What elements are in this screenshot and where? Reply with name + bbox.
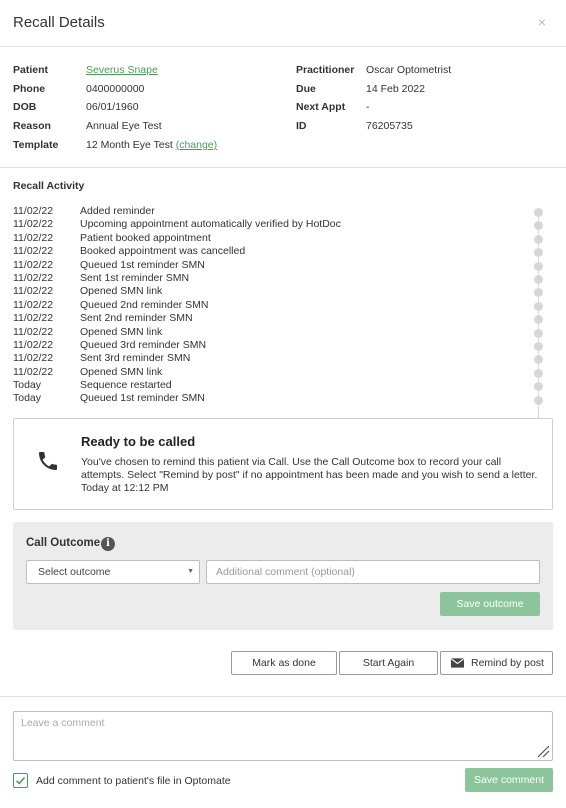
next-appt-value: - (366, 101, 370, 113)
due-label: Due (296, 83, 316, 95)
call-outcome-title: Call Outcome (26, 537, 101, 549)
activity-date: 11/02/22 (13, 325, 54, 338)
activity-date: 11/02/22 (13, 298, 54, 311)
activity-row (13, 339, 553, 352)
practitioner-value: Oscar Optometrist (366, 64, 452, 76)
section-divider (0, 696, 566, 697)
dob-value: 06/01/1960 (86, 101, 139, 113)
recall-activity-title: Recall Activity (13, 180, 85, 192)
activity-text: Sent 2nd reminder SMN (80, 312, 193, 325)
next-appt-label: Next Appt (296, 101, 346, 113)
remind-by-post-label: Remind by post (471, 657, 544, 669)
activity-text: Opened SMN link (80, 285, 163, 298)
activity-text: Booked appointment was cancelled (80, 245, 246, 258)
outcome-select-value: Select outcome (38, 566, 111, 578)
dob-label: DOB (13, 101, 37, 113)
activity-text: Queued 1st reminder SMN (80, 258, 205, 271)
ready-to-call-box (13, 418, 553, 510)
activity-list (13, 205, 553, 406)
activity-row (13, 392, 553, 405)
activity-date: 11/02/22 (13, 365, 54, 378)
activity-row (13, 299, 553, 312)
activity-row (13, 366, 553, 379)
call-outcome-panel (13, 522, 553, 630)
activity-text: Queued 3rd reminder SMN (80, 338, 207, 351)
leave-comment-placeholder: Leave a comment (21, 717, 105, 729)
activity-text: Sequence restarted (80, 379, 172, 392)
activity-row (13, 352, 553, 365)
activity-text: Opened SMN link (80, 325, 163, 338)
activity-text: Queued 1st reminder SMN (80, 392, 205, 405)
activity-date: 11/02/22 (13, 258, 54, 271)
activity-date: 11/02/22 (13, 312, 54, 325)
activity-row (13, 312, 553, 325)
activity-date: 11/02/22 (13, 231, 54, 244)
activity-date: Today (13, 379, 42, 392)
activity-text: Sent 1st reminder SMN (80, 271, 190, 284)
phone-label: Phone (13, 83, 46, 95)
activity-row (13, 218, 553, 231)
phone-value: 0400000000 (86, 83, 145, 95)
due-value: 14 Feb 2022 (366, 83, 425, 95)
activity-date: 11/02/22 (13, 338, 54, 351)
outcome-select[interactable] (26, 560, 200, 584)
activity-row (13, 205, 553, 218)
modal-header (0, 0, 566, 47)
activity-row (13, 245, 553, 258)
call-box-time: Today at 12:12 PM (81, 482, 169, 495)
activity-date: 11/02/22 (13, 271, 54, 284)
info-icon[interactable]: i (101, 537, 115, 551)
activity-row (13, 379, 553, 392)
activity-date: 11/02/22 (13, 218, 54, 231)
start-again-button[interactable]: Start Again (339, 651, 438, 675)
template-label: Template (13, 139, 59, 151)
add-to-file-checkbox[interactable] (13, 773, 28, 788)
modal-title: Recall Details (13, 14, 105, 31)
mark-as-done-button[interactable]: Mark as done (231, 651, 337, 675)
activity-date: 11/02/22 (13, 352, 54, 365)
activity-text: Added reminder (80, 205, 155, 217)
template-change-link[interactable]: (change) (175, 139, 218, 151)
activity-row (13, 232, 553, 245)
checkmark-icon (14, 774, 27, 787)
save-outcome-button[interactable]: Save outcome (440, 592, 540, 616)
template-value: 12 Month Eye Test (86, 139, 173, 151)
activity-text: Opened SMN link (80, 365, 163, 378)
activity-row (13, 326, 553, 339)
activity-row (13, 272, 553, 285)
activity-text: Upcoming appointment automatically verified by HotDoc (80, 218, 341, 231)
template-value-row (86, 138, 217, 152)
additional-comment-input[interactable]: Additional comment (optional) (206, 560, 540, 584)
practitioner-label: Practitioner (296, 64, 355, 76)
id-value: 76205735 (366, 120, 413, 132)
activity-date: Today (13, 392, 42, 405)
remind-by-post-button[interactable] (440, 651, 553, 675)
reason-value: Annual Eye Test (86, 120, 162, 132)
activity-text: Queued 2nd reminder SMN (80, 298, 209, 311)
patient-label: Patient (13, 64, 49, 76)
activity-row (13, 285, 553, 298)
call-box-title: Ready to be called (81, 434, 196, 449)
add-to-file-label: Add comment to patient's file in Optomate (36, 775, 231, 787)
save-comment-button[interactable]: Save comment (465, 768, 553, 792)
envelope-icon (451, 658, 464, 668)
activity-date: 11/02/22 (13, 205, 54, 217)
patient-name-link[interactable]: Severus Snape (86, 64, 158, 76)
resize-handle-icon[interactable] (536, 744, 550, 758)
id-label: ID (296, 120, 307, 132)
chevron-down-icon: ▼ (187, 568, 194, 575)
activity-date: 11/02/22 (13, 285, 54, 298)
activity-row (13, 259, 553, 272)
close-icon[interactable]: × (537, 14, 546, 30)
activity-text: Sent 3rd reminder SMN (80, 352, 191, 365)
phone-icon (36, 449, 60, 473)
activity-text: Patient booked appointment (80, 231, 211, 244)
leave-comment-textarea[interactable] (13, 711, 553, 761)
activity-date: 11/02/22 (13, 245, 54, 258)
call-box-text (81, 456, 541, 496)
reason-label: Reason (13, 120, 51, 132)
recall-details-section (0, 47, 566, 168)
call-box-message: You've chosen to remind this patient via Call. Use the Call Outcome box to record your call attempts. Select "Remind by post" if no appointment has been made and you wish to send a letter. (81, 456, 538, 482)
